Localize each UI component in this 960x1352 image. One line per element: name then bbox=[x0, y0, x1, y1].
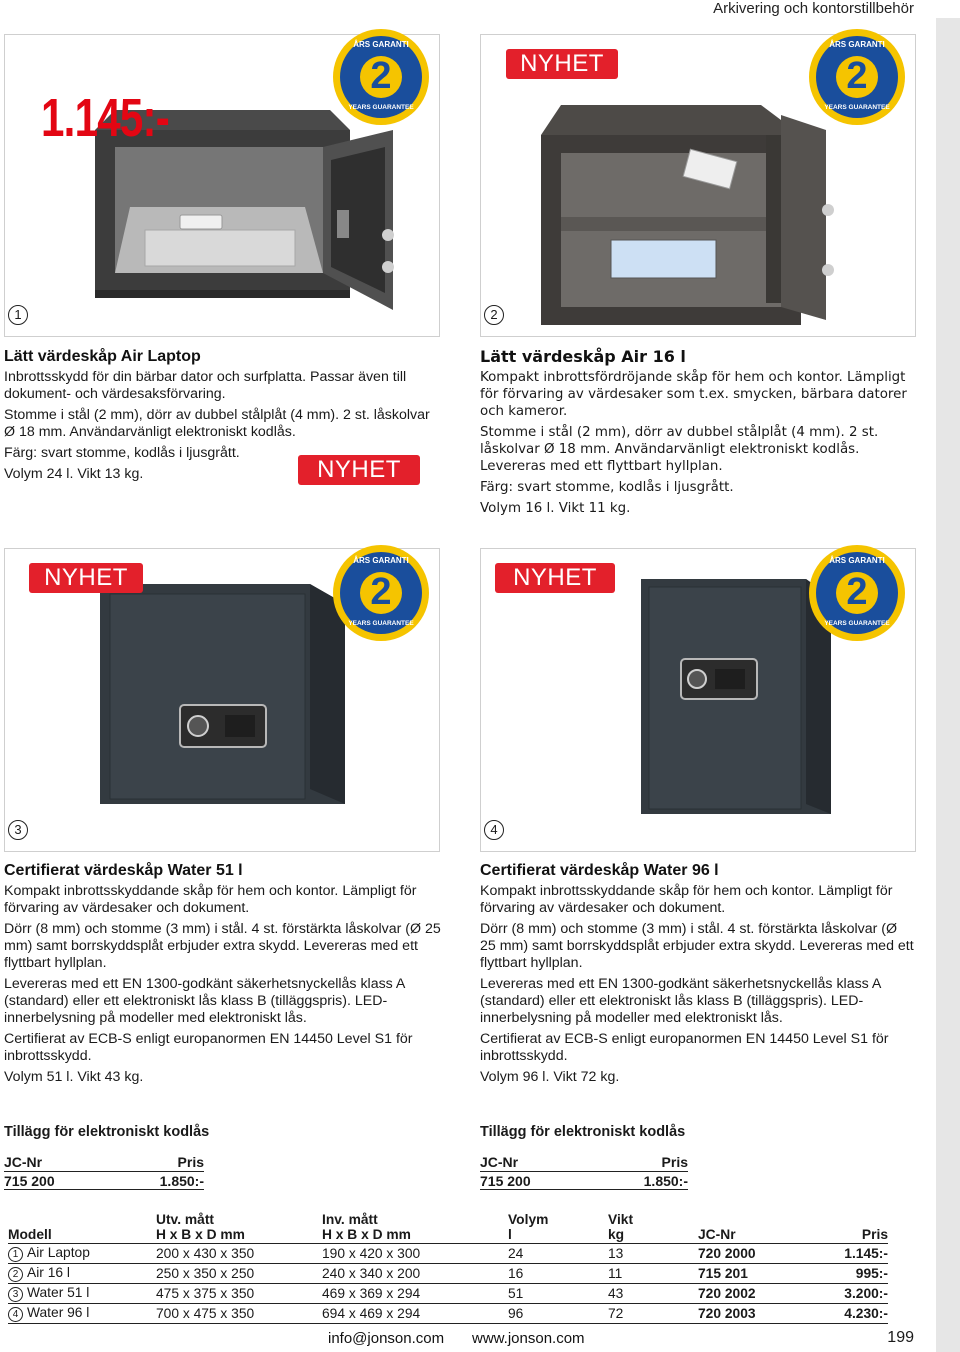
row-num-circle: 1 bbox=[8, 1247, 23, 1262]
guarantee-number: 2 bbox=[846, 571, 868, 613]
cell-inv: 240 x 340 x 200 bbox=[322, 1264, 508, 1284]
col-inv-1: Inv. mått bbox=[322, 1212, 378, 1227]
col-vikt-2: kg bbox=[608, 1227, 625, 1242]
cell-utv: 475 x 375 x 350 bbox=[156, 1284, 322, 1304]
cell-pris: 3.200:- bbox=[798, 1284, 888, 1304]
product-text: Kompakt inbrottsskyddande skåp för hem och kontor. Lämpligt för förvaring av värdesaker och dokument. bbox=[4, 883, 417, 916]
nyhet-badge: NYHET bbox=[298, 455, 420, 485]
page-number: 199 bbox=[887, 1329, 914, 1346]
product-text: Certifierat av ECB-S enligt europanormen EN 14450 Level S1 för inbrottsskydd. bbox=[4, 1031, 413, 1064]
product-text: Kompakt inbrottsfördröjande skåp för hem och kontor. Lämpligt för förvaring av värdesaker som t.ex. smycken, bärbara datorer och kameror. bbox=[480, 370, 907, 419]
item-number-1: 1 bbox=[8, 305, 28, 325]
guarantee-bottom-text: YEARS GUARANTEE bbox=[824, 104, 890, 111]
guarantee-seal bbox=[332, 28, 430, 126]
cell-modell bbox=[8, 1264, 156, 1284]
product-text: Stomme i stål (2 mm), dörr av dubbel stålplåt (4 mm). 2 st. låskolvar Ø 18 mm. Användarvänligt elektroniskt kodlås. bbox=[4, 407, 430, 440]
addon-pris: 1.850:- bbox=[560, 1172, 688, 1190]
row-num-circle: 4 bbox=[8, 1307, 23, 1322]
footer-website[interactable]: www.jonson.com bbox=[472, 1330, 585, 1347]
product-text: Levereras med ett EN 1300-godkänt säkerhetsnyckellås klass A (standard) eller ett elektroniskt lås klass B (tilläggspris). LED-innerbelysning på modeller med elektroniskt lås. bbox=[480, 976, 881, 1026]
nyhet-badge: NYHET bbox=[29, 563, 143, 593]
table-row bbox=[8, 1284, 888, 1304]
nyhet-badge: NYHET bbox=[495, 563, 615, 593]
product-text: Volym 96 l. Vikt 72 kg. bbox=[480, 1069, 620, 1085]
addon-col-pris: Pris bbox=[560, 1154, 688, 1172]
item-number-2: 2 bbox=[484, 305, 504, 325]
cell-inv: 190 x 420 x 300 bbox=[322, 1244, 508, 1264]
product-text: Stomme i stål (2 mm), dörr av dubbel stålplåt (4 mm). 2 st. låskolvar Ø 18 mm. Användarvänligt elektroniskt kodlås. Levereras med ett flyttbart hyllplan. bbox=[480, 425, 879, 474]
cell-volym: 16 bbox=[508, 1264, 608, 1284]
guarantee-number: 2 bbox=[370, 571, 392, 613]
addon-col-jc: JC-Nr bbox=[4, 1154, 84, 1172]
guarantee-bottom-text: YEARS GUARANTEE bbox=[348, 620, 414, 627]
col-volym-1: Volym bbox=[508, 1212, 549, 1227]
page-edge-bar bbox=[936, 18, 960, 1352]
guarantee-seal bbox=[808, 544, 906, 642]
guarantee-top-text: ÅRS GARANTI bbox=[829, 556, 885, 565]
cell-volym: 24 bbox=[508, 1244, 608, 1264]
cell-vikt: 11 bbox=[608, 1264, 698, 1284]
cell-vikt: 72 bbox=[608, 1304, 698, 1324]
guarantee-top-text: ÅRS GARANTI bbox=[353, 40, 409, 49]
addon-jc: 715 200 bbox=[480, 1172, 560, 1190]
product-text: Volym 51 l. Vikt 43 kg. bbox=[4, 1069, 144, 1085]
col-vikt bbox=[608, 1212, 698, 1244]
product-title: Lätt värdeskåp Air Laptop bbox=[4, 348, 201, 365]
product-text: Certifierat av ECB-S enligt europanormen EN 14450 Level S1 för inbrottsskydd. bbox=[480, 1031, 889, 1064]
col-modell: Modell bbox=[8, 1212, 156, 1244]
product-text: Levereras med ett EN 1300-godkänt säkerhetsnyckellås klass A (standard) eller ett elektroniskt lås klass B (tilläggspris). LED-innerbelysning på modeller med elektroniskt lås. bbox=[4, 976, 405, 1026]
cell-jc: 720 2000 bbox=[698, 1244, 798, 1264]
addon-title: Tillägg för elektroniskt kodlås bbox=[480, 1124, 686, 1140]
product-text: Kompakt inbrottsskyddande skåp för hem och kontor. Lämpligt för förvaring av värdesaker och dokument. bbox=[480, 883, 893, 916]
item-number-4: 4 bbox=[484, 820, 504, 840]
addon-title: Tillägg för elektroniskt kodlås bbox=[4, 1124, 210, 1140]
cell-modell-text: Water 51 l bbox=[27, 1285, 90, 1300]
product-text: Volym 16 l. Vikt 11 kg. bbox=[480, 501, 631, 516]
col-utv bbox=[156, 1212, 322, 1244]
product-title: Certifierat värdeskåp Water 96 l bbox=[480, 862, 719, 879]
guarantee-seal bbox=[332, 544, 430, 642]
cell-utv: 250 x 350 x 250 bbox=[156, 1264, 322, 1284]
col-inv bbox=[322, 1212, 508, 1244]
col-volym bbox=[508, 1212, 608, 1244]
product-text: Dörr (8 mm) och stomme (3 mm) i stål. 4 st. förstärkta låskolvar (Ø 25 mm) samt borrskyddsplåt erbjuder extra skydd. Levereras med ett flyttbart hyllplan. bbox=[480, 921, 914, 971]
addon-electronic-lock-left bbox=[4, 1124, 209, 1190]
col-jc: JC-Nr bbox=[698, 1212, 798, 1244]
cell-utv: 700 x 475 x 350 bbox=[156, 1304, 322, 1324]
cell-vikt: 43 bbox=[608, 1284, 698, 1304]
addon-jc: 715 200 bbox=[4, 1172, 84, 1190]
footer-email[interactable]: info@jonson.com bbox=[328, 1330, 445, 1347]
addon-electronic-lock-right bbox=[480, 1124, 688, 1190]
col-pris: Pris bbox=[798, 1212, 888, 1244]
cell-jc: 720 2002 bbox=[698, 1284, 798, 1304]
guarantee-number: 2 bbox=[370, 55, 392, 97]
table-row bbox=[8, 1304, 888, 1324]
item-number-3: 3 bbox=[8, 820, 28, 840]
guarantee-bottom-text: YEARS GUARANTEE bbox=[824, 620, 890, 627]
product-title: Lätt värdeskåp Air 16 l bbox=[480, 347, 686, 366]
addon-table bbox=[4, 1154, 204, 1190]
guarantee-bottom-text: YEARS GUARANTEE bbox=[348, 104, 414, 111]
col-volym-2: l bbox=[508, 1227, 512, 1242]
cell-modell-text: Air Laptop bbox=[27, 1245, 90, 1260]
addon-table bbox=[480, 1154, 688, 1190]
table-row bbox=[8, 1264, 888, 1284]
cell-modell bbox=[8, 1244, 156, 1264]
product-title: Certifierat värdeskåp Water 51 l bbox=[4, 862, 243, 879]
product-description-water-96 bbox=[480, 862, 916, 1090]
cell-inv: 694 x 469 x 294 bbox=[322, 1304, 508, 1324]
guarantee-top-text: ÅRS GARANTI bbox=[829, 40, 885, 49]
product-description-water-51 bbox=[4, 862, 444, 1090]
product-text: Volym 24 l. Vikt 13 kg. bbox=[4, 466, 144, 482]
addon-pris: 1.850:- bbox=[84, 1172, 204, 1190]
cell-vikt: 13 bbox=[608, 1244, 698, 1264]
nyhet-badge: NYHET bbox=[506, 49, 618, 79]
guarantee-number: 2 bbox=[846, 55, 868, 97]
addon-col-jc: JC-Nr bbox=[480, 1154, 560, 1172]
cell-modell-text: Air 16 l bbox=[27, 1265, 70, 1280]
col-inv-2: H x B x D mm bbox=[322, 1227, 411, 1242]
row-num-circle: 3 bbox=[8, 1287, 23, 1302]
spec-header-row bbox=[8, 1212, 888, 1244]
cell-modell bbox=[8, 1284, 156, 1304]
col-vikt-1: Vikt bbox=[608, 1212, 634, 1227]
cell-pris: 1.145:- bbox=[798, 1244, 888, 1264]
product-text: Inbrottsskydd för din bärbar dator och surfplatta. Passar även till dokument- och värdesaksförvaring. bbox=[4, 369, 407, 402]
cell-volym: 96 bbox=[508, 1304, 608, 1324]
spec-table bbox=[8, 1212, 888, 1324]
guarantee-top-text: ÅRS GARANTI bbox=[353, 556, 409, 565]
addon-col-pris: Pris bbox=[84, 1154, 204, 1172]
section-header: Arkivering och kontorstillbehör bbox=[713, 0, 914, 17]
col-utv-2: H x B x D mm bbox=[156, 1227, 245, 1242]
cell-volym: 51 bbox=[508, 1284, 608, 1304]
product-text: Färg: svart stomme, kodlås i ljusgrått. bbox=[4, 445, 240, 461]
cell-jc: 720 2003 bbox=[698, 1304, 798, 1324]
row-num-circle: 2 bbox=[8, 1267, 23, 1282]
cell-utv: 200 x 430 x 350 bbox=[156, 1244, 322, 1264]
product-text: Dörr (8 mm) och stomme (3 mm) i stål. 4 st. förstärkta låskolvar (Ø 25 mm) samt borrskyddsplåt erbjuder extra skydd. Levereras med ett flyttbart hyllplan. bbox=[4, 921, 441, 971]
table-row bbox=[8, 1244, 888, 1264]
cell-jc: 715 201 bbox=[698, 1264, 798, 1284]
guarantee-seal bbox=[808, 28, 906, 126]
cell-modell bbox=[8, 1304, 156, 1324]
cell-pris: 4.230:- bbox=[798, 1304, 888, 1324]
product-description-air-16 bbox=[480, 348, 916, 521]
product-text: Färg: svart stomme, kodlås i ljusgrått. bbox=[480, 480, 734, 495]
cell-pris: 995:- bbox=[798, 1264, 888, 1284]
cell-modell-text: Water 96 l bbox=[27, 1305, 90, 1320]
price-banner: 1.145:- bbox=[41, 88, 170, 148]
col-utv-1: Utv. mått bbox=[156, 1212, 215, 1227]
cell-inv: 469 x 369 x 294 bbox=[322, 1284, 508, 1304]
